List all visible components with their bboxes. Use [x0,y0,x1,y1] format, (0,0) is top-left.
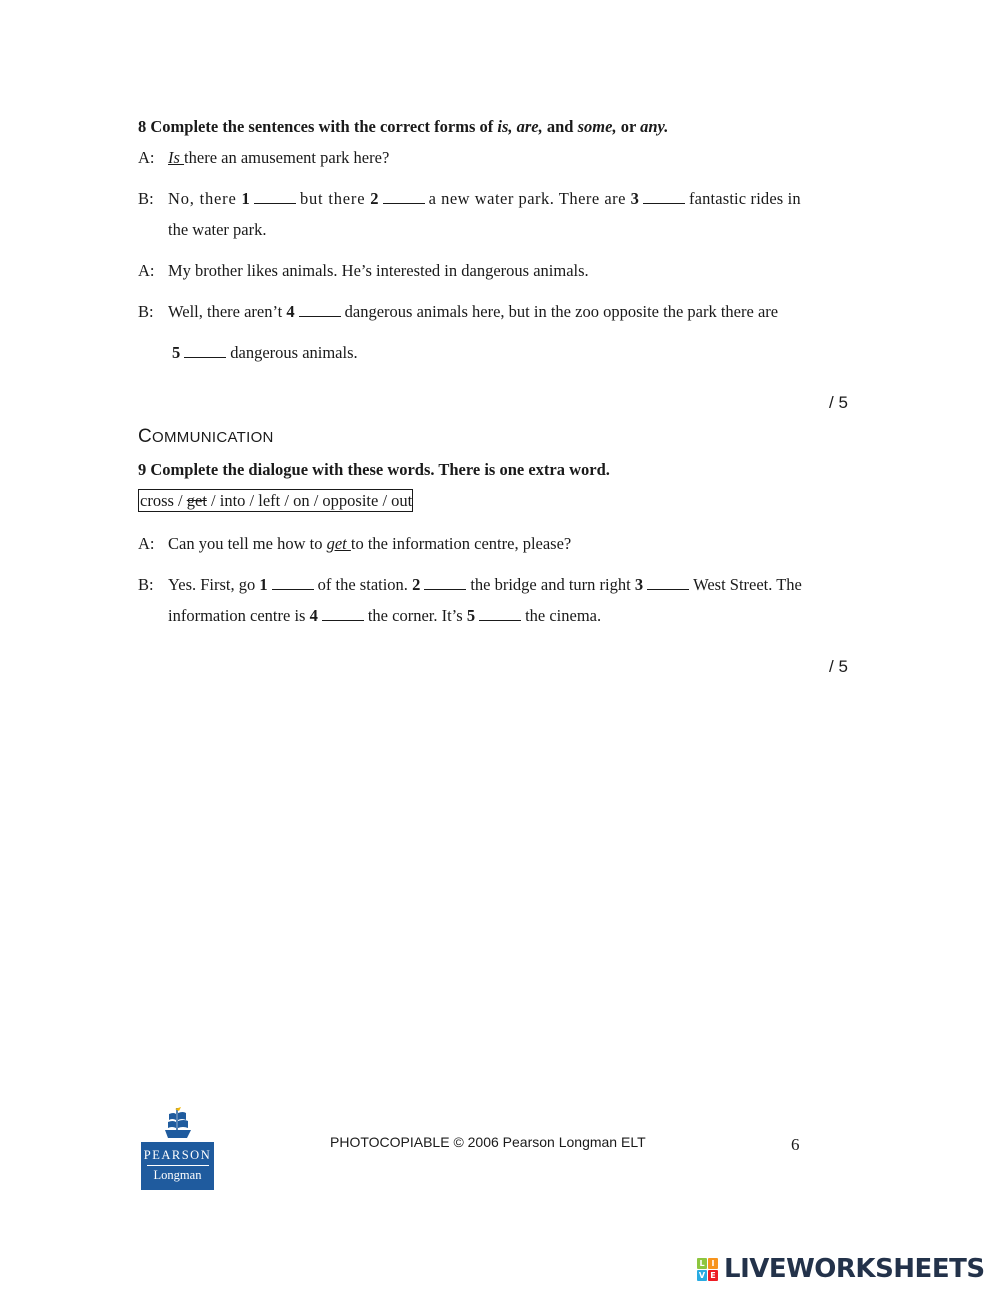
heading-word-any: any. [640,117,669,136]
logo-tile-l: L [697,1258,707,1269]
pearson-longman-logo [141,1106,214,1190]
line-text: the corner. It’s [367,606,467,625]
line-text: Can you tell me how to [168,534,327,553]
example-answer: get [326,534,351,553]
speaker-label: B: [138,189,154,208]
section-title-communication [138,426,274,448]
line-text: fantastic rides in [689,189,801,208]
dialogue-line-8-b1 [138,189,801,209]
liveworksheets-logo-icon [697,1258,719,1282]
line-text: but there [299,189,371,208]
blank-number-2: 2 [370,189,379,208]
blank-number-5: 5 [466,606,476,625]
line-text: My brother likes animals. He’s interested in dangerous animals. [168,261,589,280]
brand-name: LIVEWORKSHEETS [724,1254,985,1284]
line-text: the bridge and turn right [470,575,635,594]
ship-icon [141,1106,214,1142]
blank-number-3: 3 [630,189,640,208]
word-box [138,491,413,511]
blank-number-2: 2 [412,575,421,594]
logo-text-pearson: PEARSON [143,1148,212,1162]
word-box-frame [138,489,413,512]
logo-text-longman: Longman [153,1168,202,1182]
line-text: to the information centre, please? [350,534,572,553]
line-text: dangerous animals. [230,343,358,362]
answer-blank-3[interactable] [643,202,685,204]
logo-tile-e: E [708,1270,718,1281]
answer-blank-2[interactable] [383,202,425,204]
line-text: information centre is [168,606,310,625]
blank-number-1: 1 [259,575,268,594]
answer-blank-5[interactable] [184,356,226,358]
logo-wordmark-box [141,1142,214,1190]
word-list: / into / left / on / opposite / out [206,491,413,510]
heading-text: 8 Complete the sentences with the correct forms of [138,117,498,136]
heading-word-some: some, [577,117,617,136]
answer-blank-9-1[interactable] [272,588,314,590]
answer-blank-9-3[interactable] [647,588,689,590]
speaker-label: A: [138,534,155,553]
answer-blank-4[interactable] [299,315,341,317]
answer-blank-9-2[interactable] [424,588,466,590]
speaker-label: B: [138,302,154,321]
example-answer: Is [168,148,185,167]
line-text: the cinema. [525,606,602,625]
exercise-8-heading [138,117,668,137]
exercise-9-heading: 9 Complete the dialogue with these words. There is one extra word. [138,460,610,479]
dialogue-line-8-a2 [138,261,589,281]
speaker-label: B: [138,575,154,594]
line-text: West Street. The [693,575,802,594]
blank-number-4: 4 [286,302,295,321]
dialogue-line-9-a1 [138,534,571,554]
dialogue-line-9-b1 [138,575,802,595]
answer-blank-9-4[interactable] [322,619,364,621]
dialogue-line-8-a1 [138,148,389,168]
line-text: Yes. First, go [168,575,260,594]
heading-text: or [616,117,641,136]
blank-number-3: 3 [634,575,644,594]
dialogue-line-8-b2-continued [172,343,358,363]
score-exercise-9: / 5 [829,657,848,676]
line-text: of the station. [317,575,413,594]
speaker-label: A: [138,261,155,280]
score-exercise-8: / 5 [829,393,848,412]
heading-word-is-are: is, are, [497,117,543,136]
word-list: cross / [140,491,187,510]
page-number: 6 [791,1135,800,1154]
blank-number-5: 5 [172,343,181,362]
section-title-initial: C [138,426,153,447]
dialogue-line-8-b2 [138,302,778,322]
speaker-label: A: [138,148,155,167]
answer-blank-9-5[interactable] [479,619,521,621]
dialogue-line-9-b1-continued [168,606,601,626]
line-text: Well, there aren’t [168,302,287,321]
blank-number-1: 1 [241,189,250,208]
dialogue-line-8-b1-continued: the water park. [168,220,267,239]
line-text: a new water park. There are [428,189,631,208]
section-title-rest: OMMUNICATION [152,429,274,446]
heading-text: and [542,117,578,136]
logo-tile-v: V [698,1271,706,1280]
blank-number-4: 4 [309,606,318,625]
line-text: dangerous animals here, but in the zoo opposite the park there are [344,302,779,321]
word-used-example: get [186,491,207,510]
logo-tile-i: I [708,1258,718,1269]
answer-blank-1[interactable] [254,202,296,204]
line-text: No, there [168,189,242,208]
copyright-notice: PHOTOCOPIABLE © 2006 Pearson Longman ELT [330,1134,646,1150]
line-text: there an amusement park here? [184,148,390,167]
